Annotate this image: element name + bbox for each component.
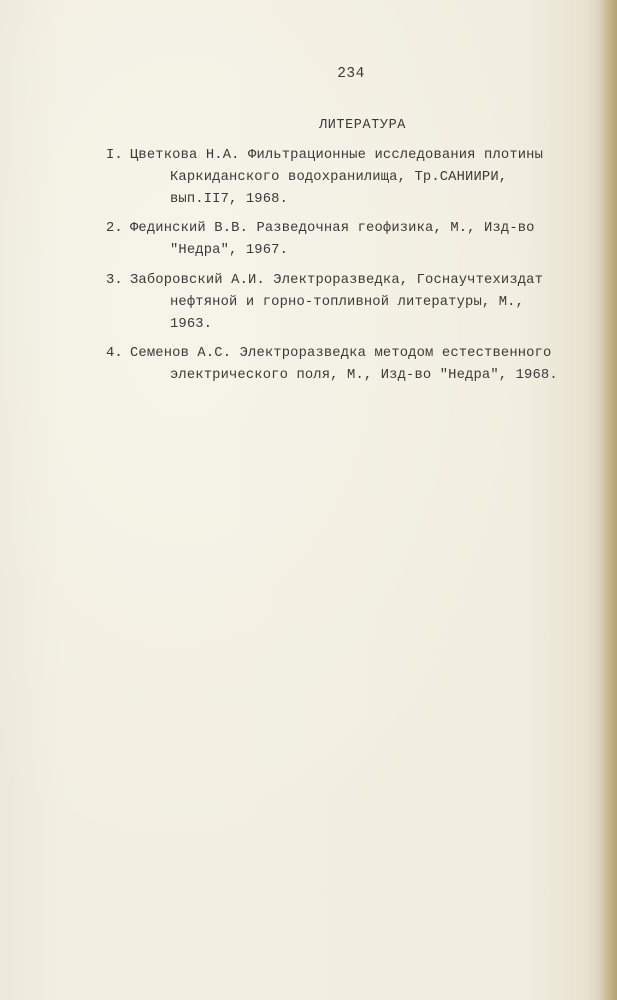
reference-text [130,343,586,387]
reference-number: I. [106,148,123,163]
reference-text [130,145,586,210]
reference-line: Цветкова Н.А. Фильтрационные исследования плотины [130,148,544,163]
page-number: 234 [337,66,365,82]
reference-line: 1963. [170,316,213,332]
reference-line: Семенов А.С. Электроразведка методом естественного [130,346,552,362]
reference-line: "Недра", 1967. [170,243,289,259]
references-list [106,145,586,395]
binding-edge [599,0,617,1000]
reference-text [130,218,586,262]
reference-line: Каркиданского водохранилища, Тр.САНИИРИ, [170,169,508,185]
references-heading: ЛИТЕРАТУРА [319,118,407,133]
reference-number: 3. [106,272,123,288]
reference-item [106,270,586,335]
reference-item [106,145,586,210]
reference-item [106,218,586,262]
reference-item [106,343,586,387]
reference-line: Фединский В.В. Разведочная геофизика, М., Изд-во [130,221,535,237]
reference-line: электрического поля, М., Изд-во "Недра", 1968. [170,368,558,384]
reference-number: 2. [106,221,123,237]
reference-number: 4. [106,346,123,362]
reference-line: нефтяной и горно-топливной литературы, М., [170,294,525,310]
reference-line: Заборовский А.И. Электроразведка, Госнаучтехиздат [130,272,544,288]
reference-text [130,270,586,335]
reference-line: вып.II7, 1968. [170,191,289,207]
